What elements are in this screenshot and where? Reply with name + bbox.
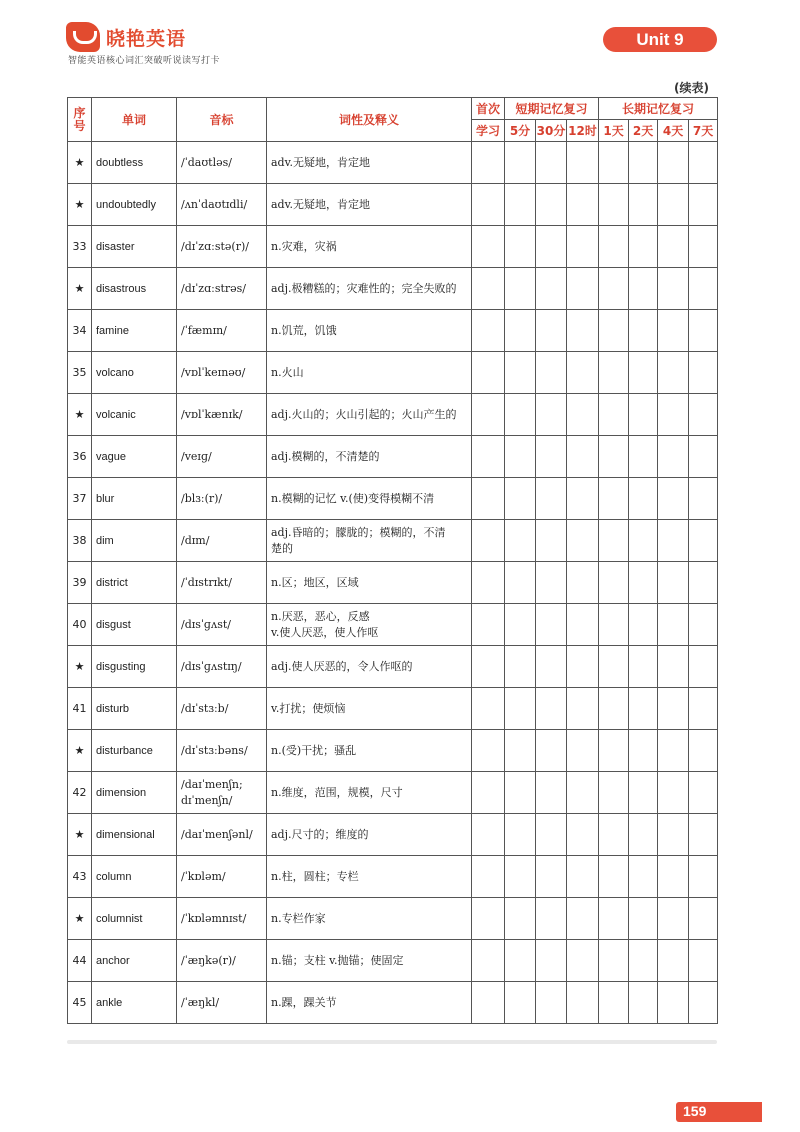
definition-cell: adj.火山的；火山引起的；火山产生的 — [267, 394, 472, 436]
review-checkbox-cell[interactable] — [658, 730, 689, 772]
review-checkbox-cell[interactable] — [536, 436, 567, 478]
header-long-7d: 7天 — [689, 120, 718, 142]
review-checkbox-cell[interactable] — [599, 394, 629, 436]
definition-cell: n.模糊的记忆 v.(使)变得模糊不清 — [267, 478, 472, 520]
review-checkbox-cell[interactable] — [505, 184, 536, 226]
definition-cell: n.(受)干扰；骚乱 — [267, 730, 472, 772]
review-checkbox-cell[interactable] — [658, 688, 689, 730]
row-number: 34 — [68, 310, 92, 352]
row-number: ★ — [68, 898, 92, 940]
row-number: ★ — [68, 730, 92, 772]
review-checkbox-cell[interactable] — [505, 562, 536, 604]
phonetic-cell: /veɪɡ/ — [177, 436, 267, 478]
review-checkbox-cell[interactable] — [658, 604, 689, 646]
review-checkbox-cell[interactable] — [689, 730, 718, 772]
row-number: 36 — [68, 436, 92, 478]
review-checkbox-cell[interactable] — [689, 562, 718, 604]
review-checkbox-cell[interactable] — [567, 898, 599, 940]
phonetic-cell: /vɒlˈkeɪnəʊ/ — [177, 352, 267, 394]
review-checkbox-cell[interactable] — [567, 520, 599, 562]
review-checkbox-cell[interactable] — [472, 604, 505, 646]
review-checkbox-cell[interactable] — [658, 898, 689, 940]
review-checkbox-cell[interactable] — [472, 940, 505, 982]
review-checkbox-cell[interactable] — [536, 730, 567, 772]
review-checkbox-cell[interactable] — [536, 940, 567, 982]
table-row — [68, 268, 718, 310]
word-cell: disgusting — [92, 646, 177, 688]
word-cell: volcano — [92, 352, 177, 394]
word-cell: column — [92, 856, 177, 898]
review-checkbox-cell[interactable] — [599, 730, 629, 772]
review-checkbox-cell[interactable] — [689, 604, 718, 646]
review-checkbox-cell[interactable] — [599, 268, 629, 310]
review-checkbox-cell[interactable] — [505, 394, 536, 436]
review-checkbox-cell[interactable] — [567, 646, 599, 688]
phonetic-cell: /vɒlˈkænɪk/ — [177, 394, 267, 436]
review-checkbox-cell[interactable] — [505, 856, 536, 898]
word-cell: ankle — [92, 982, 177, 1024]
row-number: ★ — [68, 394, 92, 436]
review-checkbox-cell[interactable] — [599, 982, 629, 1024]
table-row — [68, 604, 718, 646]
word-cell: dimension — [92, 772, 177, 814]
review-checkbox-cell[interactable] — [689, 898, 718, 940]
review-checkbox-cell[interactable] — [658, 268, 689, 310]
review-checkbox-cell[interactable] — [567, 730, 599, 772]
review-checkbox-cell[interactable] — [658, 310, 689, 352]
review-checkbox-cell[interactable] — [629, 310, 658, 352]
review-checkbox-cell[interactable] — [567, 352, 599, 394]
definition-cell: adj.昏暗的；朦胧的；模糊的，不清 楚的 — [267, 520, 472, 562]
review-checkbox-cell[interactable] — [536, 772, 567, 814]
review-checkbox-cell[interactable] — [629, 478, 658, 520]
review-checkbox-cell[interactable] — [658, 562, 689, 604]
row-number: 43 — [68, 856, 92, 898]
review-checkbox-cell[interactable] — [658, 352, 689, 394]
review-checkbox-cell[interactable] — [599, 898, 629, 940]
table-row — [68, 478, 718, 520]
brand-name: 晓艳英语 — [106, 27, 187, 50]
review-checkbox-cell[interactable] — [536, 688, 567, 730]
review-checkbox-cell[interactable] — [567, 814, 599, 856]
review-checkbox-cell[interactable] — [567, 184, 599, 226]
review-checkbox-cell[interactable] — [689, 982, 718, 1024]
header-long-2d: 2天 — [629, 120, 658, 142]
definition-cell: n.踝，踝关节 — [267, 982, 472, 1024]
phonetic-cell: /dɪˈzɑːstrəs/ — [177, 268, 267, 310]
review-checkbox-cell[interactable] — [658, 856, 689, 898]
review-checkbox-cell[interactable] — [599, 226, 629, 268]
row-number: ★ — [68, 268, 92, 310]
review-checkbox-cell[interactable] — [689, 646, 718, 688]
phonetic-cell: /ˈæŋkə(r)/ — [177, 940, 267, 982]
phonetic-cell: /daɪˈmenʃn; dɪˈmenʃn/ — [177, 772, 267, 814]
review-checkbox-cell[interactable] — [629, 898, 658, 940]
review-checkbox-cell[interactable] — [689, 394, 718, 436]
unit-badge: Unit 9 — [603, 27, 717, 52]
review-checkbox-cell[interactable] — [472, 478, 505, 520]
review-checkbox-cell[interactable] — [599, 814, 629, 856]
review-checkbox-cell[interactable] — [536, 184, 567, 226]
table-row — [68, 310, 718, 352]
review-checkbox-cell[interactable] — [689, 520, 718, 562]
header-long-4d: 4天 — [658, 120, 689, 142]
row-number: 35 — [68, 352, 92, 394]
review-checkbox-cell[interactable] — [505, 310, 536, 352]
review-checkbox-cell[interactable] — [567, 478, 599, 520]
review-checkbox-cell[interactable] — [567, 268, 599, 310]
table-row — [68, 184, 718, 226]
review-checkbox-cell[interactable] — [567, 856, 599, 898]
review-checkbox-cell[interactable] — [599, 142, 629, 184]
review-checkbox-cell[interactable] — [472, 562, 505, 604]
review-checkbox-cell[interactable] — [629, 772, 658, 814]
review-checkbox-cell[interactable] — [658, 982, 689, 1024]
review-checkbox-cell[interactable] — [689, 352, 718, 394]
row-number: ★ — [68, 646, 92, 688]
review-checkbox-cell[interactable] — [689, 142, 718, 184]
row-number: ★ — [68, 814, 92, 856]
review-checkbox-cell[interactable] — [472, 436, 505, 478]
review-checkbox-cell[interactable] — [689, 688, 718, 730]
definition-cell: n.饥荒，饥饿 — [267, 310, 472, 352]
row-number: 38 — [68, 520, 92, 562]
table-row — [68, 688, 718, 730]
header-no: 序号 — [68, 98, 92, 142]
review-checkbox-cell[interactable] — [472, 394, 505, 436]
review-checkbox-cell[interactable] — [536, 394, 567, 436]
review-checkbox-cell[interactable] — [472, 814, 505, 856]
table-row — [68, 856, 718, 898]
review-checkbox-cell[interactable] — [505, 772, 536, 814]
review-checkbox-cell[interactable] — [658, 814, 689, 856]
review-checkbox-cell[interactable] — [689, 478, 718, 520]
header-short-12h: 12时 — [567, 120, 599, 142]
row-number: 33 — [68, 226, 92, 268]
definition-cell: n.专栏作家 — [267, 898, 472, 940]
definition-cell: adj.模糊的，不清楚的 — [267, 436, 472, 478]
row-number: 45 — [68, 982, 92, 1024]
review-checkbox-cell[interactable] — [658, 772, 689, 814]
header-short-30min: 30分 — [536, 120, 567, 142]
review-checkbox-cell[interactable] — [567, 562, 599, 604]
review-checkbox-cell[interactable] — [536, 142, 567, 184]
review-checkbox-cell[interactable] — [472, 856, 505, 898]
review-checkbox-cell[interactable] — [505, 814, 536, 856]
review-checkbox-cell[interactable] — [658, 478, 689, 520]
review-checkbox-cell[interactable] — [599, 646, 629, 688]
review-checkbox-cell[interactable] — [599, 562, 629, 604]
phonetic-cell: /dɪˈstɜːbəns/ — [177, 730, 267, 772]
review-checkbox-cell[interactable] — [567, 688, 599, 730]
review-checkbox-cell[interactable] — [472, 184, 505, 226]
review-checkbox-cell[interactable] — [505, 898, 536, 940]
table-row — [68, 940, 718, 982]
review-checkbox-cell[interactable] — [567, 436, 599, 478]
table-row — [68, 982, 718, 1024]
review-checkbox-cell[interactable] — [567, 940, 599, 982]
row-number: ★ — [68, 184, 92, 226]
word-cell: doubtless — [92, 142, 177, 184]
review-checkbox-cell[interactable] — [599, 940, 629, 982]
review-checkbox-cell[interactable] — [629, 268, 658, 310]
word-cell: famine — [92, 310, 177, 352]
phonetic-cell: /ˈkɒləmnɪst/ — [177, 898, 267, 940]
row-number: 42 — [68, 772, 92, 814]
review-checkbox-cell[interactable] — [599, 856, 629, 898]
table-row — [68, 520, 718, 562]
review-checkbox-cell[interactable] — [536, 310, 567, 352]
review-checkbox-cell[interactable] — [629, 436, 658, 478]
review-checkbox-cell[interactable] — [536, 604, 567, 646]
review-checkbox-cell[interactable] — [536, 520, 567, 562]
review-checkbox-cell[interactable] — [658, 520, 689, 562]
row-number: 39 — [68, 562, 92, 604]
word-cell: columnist — [92, 898, 177, 940]
review-checkbox-cell[interactable] — [658, 940, 689, 982]
review-checkbox-cell[interactable] — [536, 478, 567, 520]
definition-cell: adj.使人厌恶的，令人作呕的 — [267, 646, 472, 688]
review-checkbox-cell[interactable] — [567, 310, 599, 352]
phonetic-cell: /ˈdɪstrɪkt/ — [177, 562, 267, 604]
phonetic-cell: /blɜː(r)/ — [177, 478, 267, 520]
table-row — [68, 394, 718, 436]
phonetic-cell: /dɪˈstɜːb/ — [177, 688, 267, 730]
definition-cell: n.维度，范围，规模，尺寸 — [267, 772, 472, 814]
review-checkbox-cell[interactable] — [536, 856, 567, 898]
review-checkbox-cell[interactable] — [505, 520, 536, 562]
row-number: 44 — [68, 940, 92, 982]
review-checkbox-cell[interactable] — [536, 646, 567, 688]
review-checkbox-cell[interactable] — [472, 730, 505, 772]
header-first-sub: 学习 — [472, 120, 505, 142]
review-checkbox-cell[interactable] — [629, 814, 658, 856]
review-checkbox-cell[interactable] — [629, 520, 658, 562]
review-checkbox-cell[interactable] — [472, 520, 505, 562]
word-cell: disgust — [92, 604, 177, 646]
table-row — [68, 562, 718, 604]
review-checkbox-cell[interactable] — [689, 226, 718, 268]
review-checkbox-cell[interactable] — [599, 604, 629, 646]
review-checkbox-cell[interactable] — [472, 310, 505, 352]
table-row — [68, 646, 718, 688]
review-checkbox-cell[interactable] — [629, 688, 658, 730]
review-checkbox-cell[interactable] — [599, 688, 629, 730]
review-checkbox-cell[interactable] — [567, 394, 599, 436]
phonetic-cell: /ˈdaʊtləs/ — [177, 142, 267, 184]
review-checkbox-cell[interactable] — [629, 940, 658, 982]
review-checkbox-cell[interactable] — [567, 772, 599, 814]
review-checkbox-cell[interactable] — [567, 226, 599, 268]
word-cell: undoubtedly — [92, 184, 177, 226]
review-checkbox-cell[interactable] — [536, 352, 567, 394]
table-row — [68, 436, 718, 478]
review-checkbox-cell[interactable] — [689, 268, 718, 310]
review-checkbox-cell[interactable] — [599, 520, 629, 562]
review-checkbox-cell[interactable] — [472, 352, 505, 394]
review-checkbox-cell[interactable] — [689, 940, 718, 982]
phonetic-cell: /dɪsˈɡʌstɪŋ/ — [177, 646, 267, 688]
definition-cell: adj.极糟糕的；灾难性的；完全失败的 — [267, 268, 472, 310]
table-row — [68, 772, 718, 814]
table-row — [68, 814, 718, 856]
review-checkbox-cell[interactable] — [472, 226, 505, 268]
review-checkbox-cell[interactable] — [505, 940, 536, 982]
review-checkbox-cell[interactable] — [599, 310, 629, 352]
review-checkbox-cell[interactable] — [505, 688, 536, 730]
review-checkbox-cell[interactable] — [505, 352, 536, 394]
phonetic-cell: /dɪˈzɑːstə(r)/ — [177, 226, 267, 268]
header-short-term: 短期记忆复习 — [505, 98, 599, 120]
review-checkbox-cell[interactable] — [658, 646, 689, 688]
definition-cell: n.区；地区，区域 — [267, 562, 472, 604]
definition-cell: v.打扰；使烦恼 — [267, 688, 472, 730]
word-cell: disturb — [92, 688, 177, 730]
review-checkbox-cell[interactable] — [505, 730, 536, 772]
review-checkbox-cell[interactable] — [505, 982, 536, 1024]
review-checkbox-cell[interactable] — [599, 772, 629, 814]
review-checkbox-cell[interactable] — [472, 646, 505, 688]
phonetic-cell: /dɪm/ — [177, 520, 267, 562]
review-checkbox-cell[interactable] — [567, 142, 599, 184]
review-checkbox-cell[interactable] — [629, 394, 658, 436]
table-row — [68, 352, 718, 394]
review-checkbox-cell[interactable] — [629, 604, 658, 646]
review-checkbox-cell[interactable] — [658, 184, 689, 226]
review-checkbox-cell[interactable] — [536, 898, 567, 940]
review-checkbox-cell[interactable] — [505, 646, 536, 688]
phonetic-cell: /ˈkɒləm/ — [177, 856, 267, 898]
review-checkbox-cell[interactable] — [658, 436, 689, 478]
word-cell: dim — [92, 520, 177, 562]
review-checkbox-cell[interactable] — [658, 142, 689, 184]
word-cell: district — [92, 562, 177, 604]
word-cell: anchor — [92, 940, 177, 982]
review-checkbox-cell[interactable] — [472, 982, 505, 1024]
definition-cell: adv.无疑地，肯定地 — [267, 184, 472, 226]
review-checkbox-cell[interactable] — [629, 142, 658, 184]
row-number: 37 — [68, 478, 92, 520]
table-row — [68, 226, 718, 268]
word-cell: dimensional — [92, 814, 177, 856]
review-checkbox-cell[interactable] — [505, 142, 536, 184]
phonetic-cell: /ˈfæmɪn/ — [177, 310, 267, 352]
continued-label: (续表) — [674, 81, 709, 95]
row-number: ★ — [68, 142, 92, 184]
review-checkbox-cell[interactable] — [658, 226, 689, 268]
word-cell: vague — [92, 436, 177, 478]
header-short-5min: 5分 — [505, 120, 536, 142]
word-cell: disturbance — [92, 730, 177, 772]
header-word: 单词 — [92, 98, 177, 142]
header-first: 首次 — [472, 98, 505, 120]
review-checkbox-cell[interactable] — [505, 478, 536, 520]
review-checkbox-cell[interactable] — [629, 226, 658, 268]
review-checkbox-cell[interactable] — [599, 352, 629, 394]
definition-cell: adj.尺寸的；维度的 — [267, 814, 472, 856]
review-checkbox-cell[interactable] — [472, 898, 505, 940]
review-checkbox-cell[interactable] — [505, 226, 536, 268]
page-number: 159 — [683, 1103, 707, 1119]
review-checkbox-cell[interactable] — [536, 226, 567, 268]
table-row — [68, 730, 718, 772]
row-number: 41 — [68, 688, 92, 730]
review-checkbox-cell[interactable] — [536, 562, 567, 604]
definition-cell: n.锚；支柱 v.抛锚；使固定 — [267, 940, 472, 982]
header-phonetic: 音标 — [177, 98, 267, 142]
definition-cell: n.厌恶，恶心，反感 v.使人厌恶，使人作呕 — [267, 604, 472, 646]
table-row — [68, 898, 718, 940]
definition-cell: adv.无疑地，肯定地 — [267, 142, 472, 184]
review-checkbox-cell[interactable] — [599, 184, 629, 226]
header-definition: 词性及释义 — [267, 98, 472, 142]
review-checkbox-cell[interactable] — [505, 604, 536, 646]
definition-cell: n.火山 — [267, 352, 472, 394]
review-checkbox-cell[interactable] — [505, 268, 536, 310]
review-checkbox-cell[interactable] — [472, 772, 505, 814]
review-checkbox-cell[interactable] — [536, 268, 567, 310]
review-checkbox-cell[interactable] — [567, 982, 599, 1024]
review-checkbox-cell[interactable] — [689, 856, 718, 898]
review-checkbox-cell[interactable] — [629, 352, 658, 394]
word-cell: disastrous — [92, 268, 177, 310]
review-checkbox-cell[interactable] — [536, 814, 567, 856]
phonetic-cell: /ˈæŋkl/ — [177, 982, 267, 1024]
review-checkbox-cell[interactable] — [472, 142, 505, 184]
header-long-term: 长期记忆复习 — [599, 98, 718, 120]
phonetic-cell: /daɪˈmenʃənl/ — [177, 814, 267, 856]
review-checkbox-cell[interactable] — [629, 646, 658, 688]
phonetic-cell: /dɪsˈɡʌst/ — [177, 604, 267, 646]
row-number: 40 — [68, 604, 92, 646]
brand-logo-group — [66, 22, 186, 52]
review-checkbox-cell[interactable] — [629, 730, 658, 772]
footer-divider — [67, 1040, 717, 1044]
definition-cell: n.柱，圆柱；专栏 — [267, 856, 472, 898]
review-checkbox-cell[interactable] — [689, 772, 718, 814]
review-checkbox-cell[interactable] — [689, 814, 718, 856]
phonetic-cell: /ʌnˈdaʊtɪdli/ — [177, 184, 267, 226]
definition-cell: n.灾难，灾祸 — [267, 226, 472, 268]
review-checkbox-cell[interactable] — [472, 268, 505, 310]
review-checkbox-cell[interactable] — [505, 436, 536, 478]
review-checkbox-cell[interactable] — [629, 562, 658, 604]
brand-subtitle: 智能英语核心词汇突破听说读写打卡 — [68, 56, 221, 66]
vocabulary-table — [67, 97, 718, 1024]
review-checkbox-cell[interactable] — [689, 436, 718, 478]
review-checkbox-cell[interactable] — [472, 688, 505, 730]
review-checkbox-cell[interactable] — [599, 478, 629, 520]
review-checkbox-cell[interactable] — [658, 394, 689, 436]
header-long-1d: 1天 — [599, 120, 629, 142]
word-cell: disaster — [92, 226, 177, 268]
review-checkbox-cell[interactable] — [629, 982, 658, 1024]
review-checkbox-cell[interactable] — [629, 184, 658, 226]
word-cell: volcanic — [92, 394, 177, 436]
review-checkbox-cell[interactable] — [689, 310, 718, 352]
review-checkbox-cell[interactable] — [599, 436, 629, 478]
brand-logo-icon — [66, 22, 100, 52]
review-checkbox-cell[interactable] — [567, 604, 599, 646]
word-cell: blur — [92, 478, 177, 520]
review-checkbox-cell[interactable] — [689, 184, 718, 226]
table-row — [68, 142, 718, 184]
review-checkbox-cell[interactable] — [629, 856, 658, 898]
review-checkbox-cell[interactable] — [536, 982, 567, 1024]
